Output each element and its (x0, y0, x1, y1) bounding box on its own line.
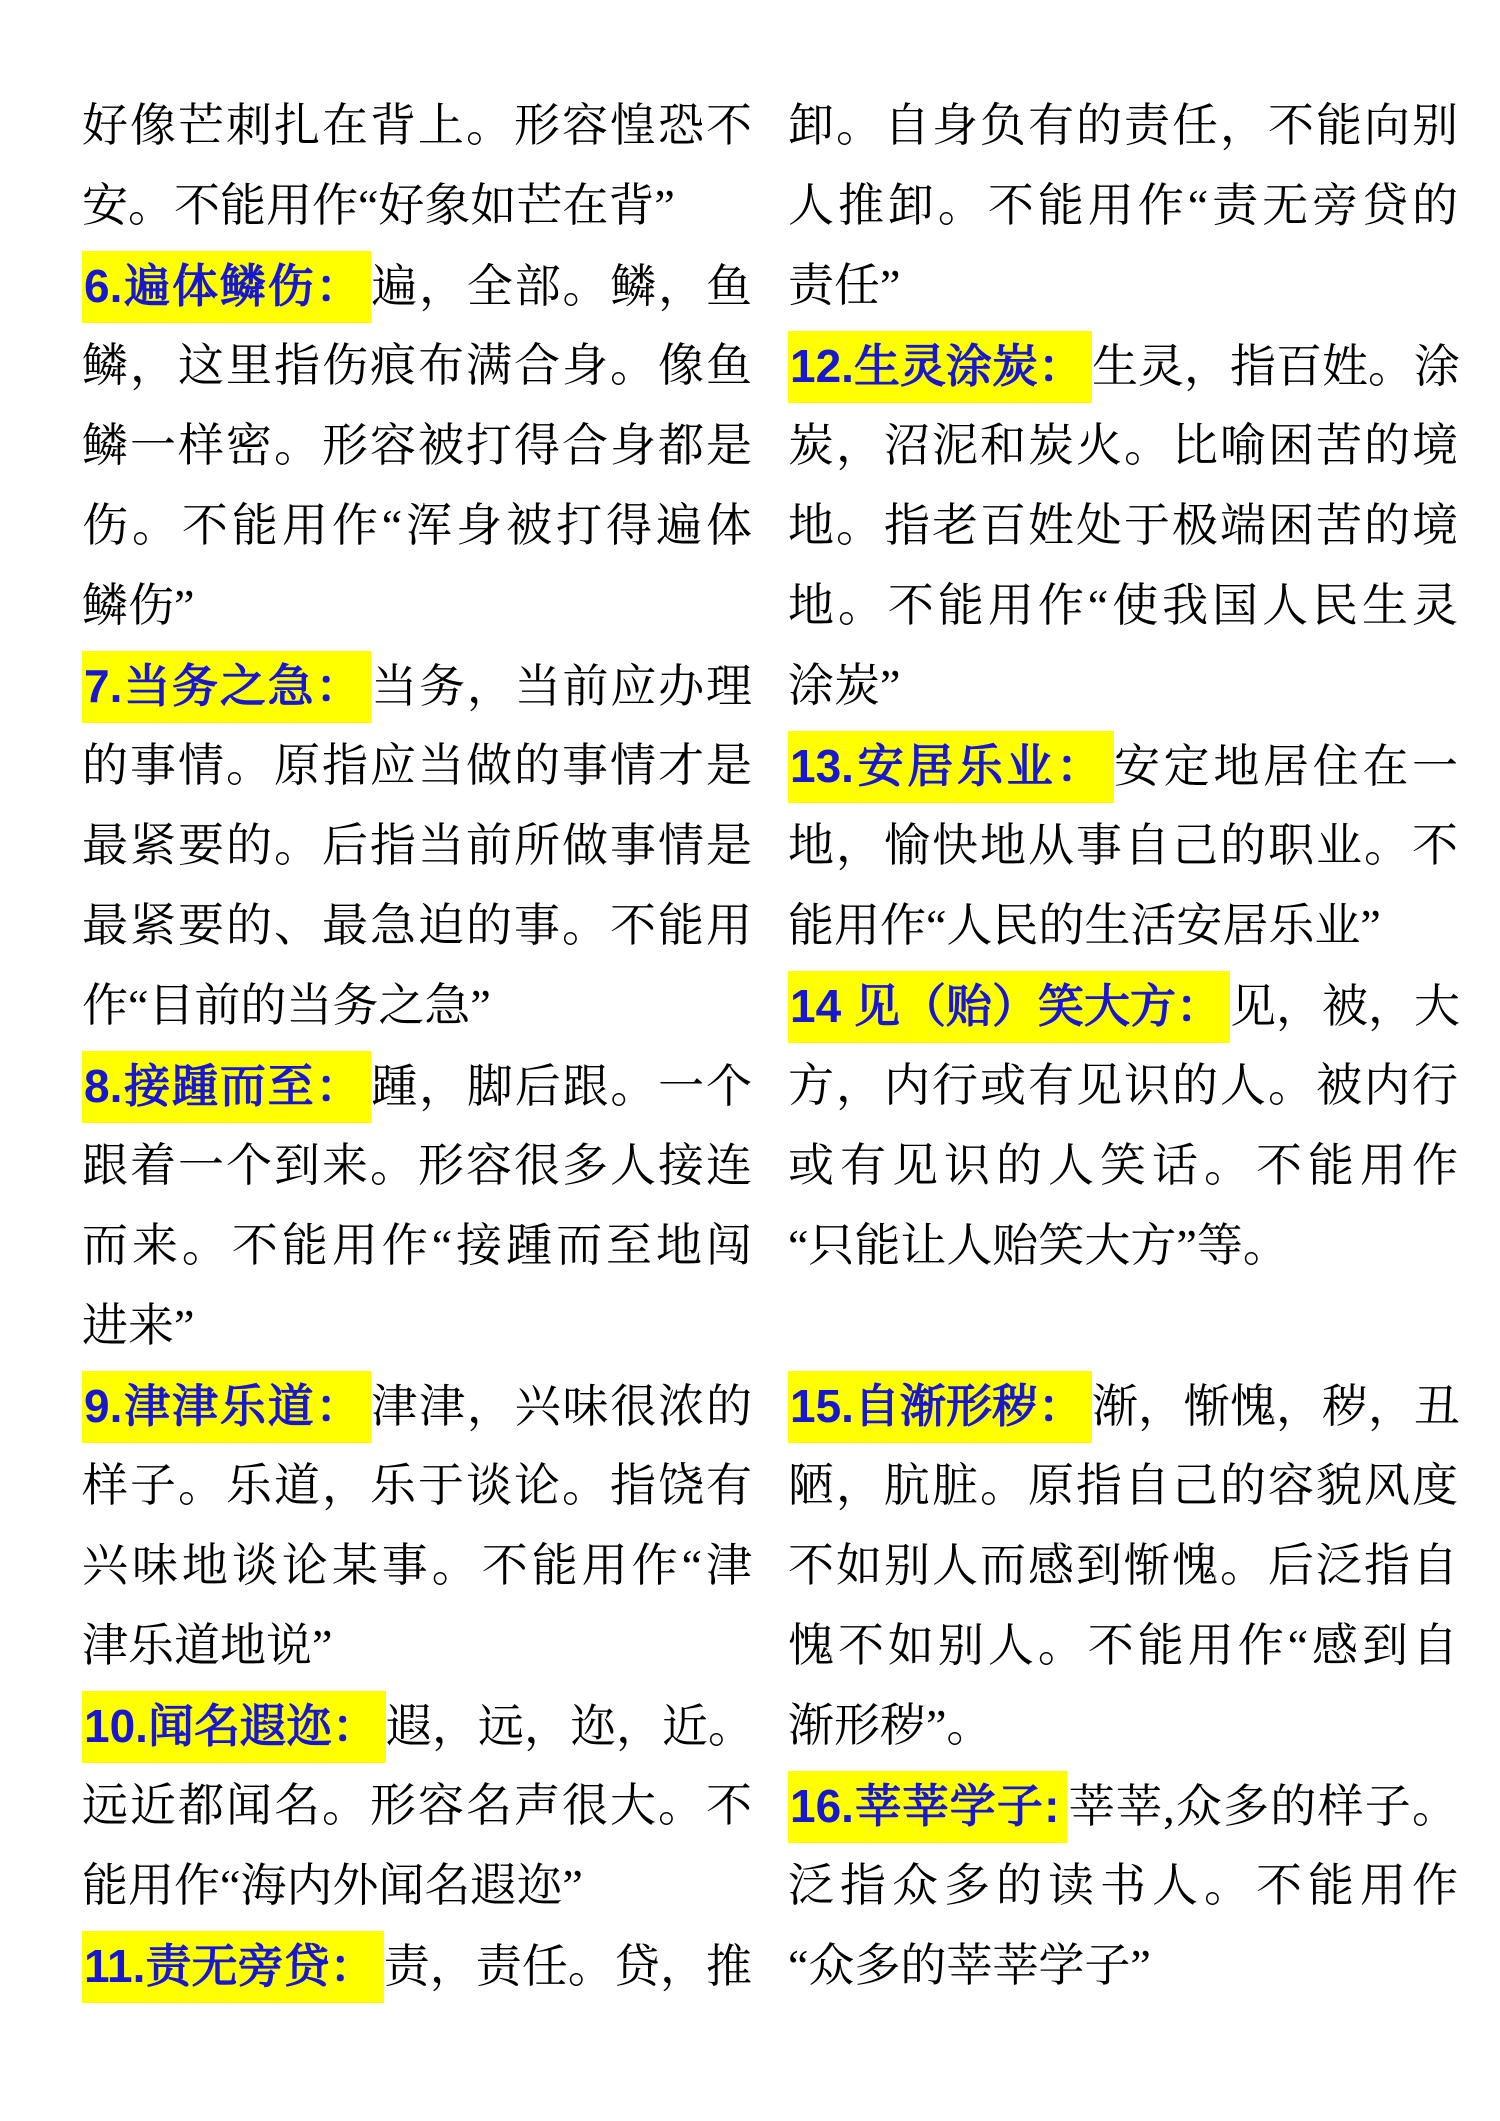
text-line (82, 1046, 752, 1126)
text-line (82, 966, 752, 1046)
text-line (82, 886, 752, 966)
text-line (82, 326, 752, 406)
line-text: 跟着一个到来。形容很多人接连 (82, 1140, 752, 1191)
text-line (82, 1286, 752, 1366)
line-text: 人推卸。不能用作“责无旁贷的 (788, 180, 1458, 231)
text-line (82, 486, 752, 566)
idiom-heading-highlight: 7.当务之急： (82, 651, 371, 723)
text-line (788, 1366, 1458, 1446)
text-line (82, 406, 752, 486)
line-text: 见，被，大 (1229, 981, 1460, 1032)
line-text: “众多的莘莘学子” (788, 1940, 1151, 1991)
text-line (82, 246, 752, 326)
text-line (788, 1606, 1458, 1686)
text-line (82, 566, 752, 646)
column-right (788, 86, 1458, 2121)
line-text: 作“目前的当务之急” (82, 980, 491, 1031)
text-line (788, 1766, 1458, 1846)
line-text: 炭，沼泥和炭火。比喻困苦的境 (788, 420, 1458, 471)
text-line (788, 1926, 1458, 2006)
line-text: 津津，兴味很浓的 (371, 1381, 753, 1432)
line-text: 或有见识的人笑话。不能用作 (788, 1140, 1458, 1191)
idiom-heading-highlight: 12.生灵涂炭： (788, 331, 1092, 403)
text-line (788, 166, 1458, 246)
text-line (788, 886, 1458, 966)
line-text: 伤。不能用作“浑身被打得遍体 (82, 500, 752, 551)
line-text: 地。指老百姓处于极端困苦的境 (788, 500, 1458, 551)
text-line (788, 1126, 1458, 1206)
text-line (82, 166, 752, 246)
text-line (82, 1606, 752, 1686)
idiom-heading-highlight: 6.遍体鳞伤： (82, 251, 371, 323)
line-text: 安定地居住在一 (1113, 741, 1459, 792)
line-text: 鳞，这里指伤痕布满合身。像鱼 (82, 340, 752, 391)
line-text: 的事情。原指应当做的事情才是 (82, 740, 752, 791)
line-text: 责，责任。贷，推 (383, 1941, 752, 1992)
line-text: 泛指众多的读书人。不能用作 (788, 1860, 1458, 1911)
text-line (788, 966, 1458, 1046)
text-line (788, 1046, 1458, 1126)
column-left (82, 86, 752, 2121)
line-text: 莘莘,众多的样子。 (1067, 1781, 1459, 1832)
idiom-heading-highlight: 14 见（贻）笑大方： (788, 971, 1230, 1043)
line-text: 兴味地谈论某事。不能用作“津 (82, 1540, 752, 1591)
line-text: 不如别人而感到惭愧。后泛指自 (788, 1540, 1458, 1591)
line-text: 鳞伤” (82, 580, 195, 631)
line-text: 远近都闻名。形容名声很大。不 (82, 1780, 752, 1831)
line-text: 鳞一样密。形容被打得合身都是 (82, 420, 752, 471)
text-line (788, 246, 1458, 326)
line-text: 陋，肮脏。原指自己的容貌风度 (788, 1460, 1458, 1511)
line-text: 而来。不能用作“接踵而至地闯 (82, 1220, 752, 1271)
text-line (82, 1846, 752, 1926)
idiom-heading-highlight: 16.莘莘学子: (788, 1771, 1067, 1843)
text-line (788, 86, 1458, 166)
line-text: 地，愉快地从事自己的职业。不 (788, 820, 1458, 871)
text-line (788, 566, 1458, 646)
text-line (788, 726, 1458, 806)
line-text: 能用作“人民的生活安居乐业” (788, 900, 1381, 951)
line-text: 责任” (788, 260, 901, 311)
line-text: 好像芒刺扎在背上。形容惶恐不 (82, 100, 752, 151)
idiom-heading-highlight: 13.安居乐业： (788, 731, 1114, 803)
line-text: 涂炭” (788, 660, 901, 711)
line-text: 进来” (82, 1300, 195, 1351)
idiom-heading-highlight: 11.责无旁贷： (82, 1931, 384, 2003)
line-text: 遍，全部。鳞，鱼 (371, 261, 753, 312)
text-line (788, 1446, 1458, 1526)
line-text: 能用作“海内外闻名遐迩” (82, 1860, 583, 1911)
idiom-heading-highlight: 15.自渐形秽： (788, 1371, 1092, 1443)
text-line (82, 806, 752, 886)
blank-line (788, 1286, 1458, 1366)
line-text: 最紧要的。后指当前所做事情是 (82, 820, 752, 871)
line-text: 生灵，指百姓。涂 (1091, 341, 1460, 392)
line-text: “只能让人贻笑大方”等。 (788, 1220, 1289, 1271)
text-line (788, 806, 1458, 886)
text-line (82, 646, 752, 726)
text-line (82, 1526, 752, 1606)
text-line (82, 1126, 752, 1206)
text-line (788, 486, 1458, 566)
line-text: 最紧要的、最急迫的事。不能用 (82, 900, 752, 951)
line-text: 踵，脚后跟。一个 (371, 1061, 753, 1112)
line-text: 当务，当前应办理 (371, 661, 753, 712)
text-line (788, 1526, 1458, 1606)
idiom-heading-highlight: 10.闻名遐迩： (82, 1691, 386, 1763)
text-line (82, 1366, 752, 1446)
text-line (82, 1766, 752, 1846)
line-text: 地。不能用作“使我国人民生灵 (788, 580, 1458, 631)
line-text: 遐，远，迩，近。 (385, 1701, 754, 1752)
text-line (788, 1686, 1458, 1766)
idiom-heading-highlight: 8.接踵而至： (82, 1051, 371, 1123)
text-line (82, 1206, 752, 1286)
idiom-heading-highlight: 9.津津乐道： (82, 1371, 371, 1443)
line-text: 方，内行或有见识的人。被内行 (788, 1060, 1458, 1111)
text-line (788, 1206, 1458, 1286)
line-text: 渐形秽”。 (788, 1700, 993, 1751)
text-line (82, 1686, 752, 1766)
text-line (82, 726, 752, 806)
text-line (82, 86, 752, 166)
line-text: 样子。乐道，乐于谈论。指饶有 (82, 1460, 752, 1511)
line-text: 愧不如别人。不能用作“感到自 (788, 1620, 1458, 1671)
line-text: 安。不能用作“好象如芒在背” (82, 180, 675, 231)
text-line (82, 1446, 752, 1526)
text-line (82, 1926, 752, 2006)
text-line (788, 1846, 1458, 1926)
line-text: 渐，惭愧，秽，丑 (1091, 1381, 1460, 1432)
line-text: 卸。自身负有的责任，不能向别 (788, 100, 1458, 151)
text-line (788, 406, 1458, 486)
line-text: 津乐道地说” (82, 1620, 333, 1671)
text-line (788, 326, 1458, 406)
text-line (788, 646, 1458, 726)
